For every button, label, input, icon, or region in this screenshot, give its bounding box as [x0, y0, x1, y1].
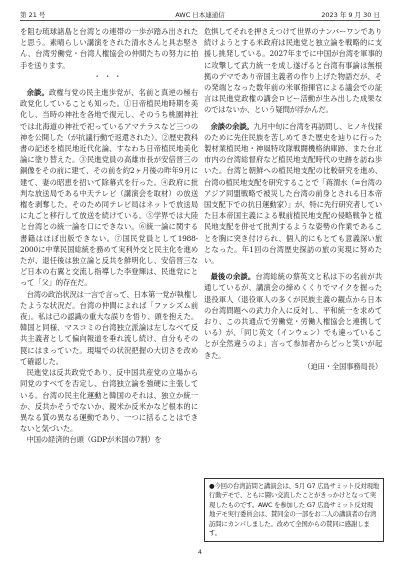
aside-label: 最後の余談。	[210, 272, 256, 282]
paragraph: を阻む琉球諸島と台湾との連帯の一歩が踏み出されたと思う。素晴らしい講演をされた清水さんと具志堅さん、台湾労働党・台湾人権協会の仲間たちの努力に拍手を送ります。	[20, 27, 198, 70]
aside-text: 台湾総統の蔡英文と私は下の名前が共通しているが、講演会の締めくくりでマイクを握った退役軍人（退役軍人の多くが民族主義の観点から日本の台湾問題への武力介入に反対し、平和統一を求めており、この共通点で労働党・労働人権協会と連携している）が、「同じ英文（インウェン）でも違っていることが全然違うのよ」言って参加者からどっと笑いが起きた。	[204, 272, 382, 360]
page-header	[20, 10, 380, 20]
aside-label: 余談の余談。	[210, 121, 254, 131]
issue-number: 第 21 号	[20, 11, 46, 19]
paragraph-aside	[20, 87, 198, 289]
aside-label: 余談。	[26, 88, 49, 98]
left-column	[20, 26, 198, 446]
paragraph-aside-2	[204, 121, 382, 267]
paragraph: 台湾の政治状況は一言で言って、日本第一党が執権したような状況だ。台湾の仲間によれば「ファシズム前夜」。私は己の認識の重大な誤りを悟り、頭を抱えた。韓国と同様、マスコミの台湾独立派論は左しなべて反共主義者として偏向報道を垂れ流し続け、自分もその罠にはまっていた。現場での状況把握の大切さを改めて確認した。	[20, 289, 198, 366]
paragraph-aside-3	[204, 271, 382, 361]
section-separator: ・・・	[93, 71, 125, 81]
newsletter-title: AWC 日本連通信	[175, 11, 225, 19]
paragraph: 危惧してそれを押さえつけて世界のナンバーワンであり続けようとする米政府は民進党と独立論を戦略的に支援し挑発している。2027年までに中国が台湾を軍事的に攻撃して武力統一を成し遂げると台湾有事論は無根拠のデマであり帝国主義者の作り上げた物語だが、その発端となった数年前の米軍指揮官による議会での証言は民進党政権の講会ロビー活動が生み出した成果なのではないか、という疑問が浮かんだ。	[204, 27, 382, 115]
issue-date: 2023 年 9 月 30 日	[321, 11, 380, 19]
paragraph: 民進党は反共政党であり、反中国共産党の立場から同党のすべてを否定し、台湾独立論を強硬に主張している。台湾の民主化運動と韓国のそれは、独立か統一か、反共かそうでないか、親米か反米かなど根本的に異なる質の異なる運動であり、一つに括ることはできないと気づいた。	[20, 368, 198, 434]
page-number: 4	[197, 548, 203, 556]
right-column	[204, 26, 382, 372]
paragraph: 中国の経済的台頭（GDPが米国の7割）を	[26, 435, 162, 445]
aside-text: 九月中旬に台湾を再訪問し、ヒノキ伐採のために先住民族を苦しめてきた歴史を辿りに行った製材業植民地・神風特攻隊戦闘機格納庫跡、また台北市内の台湾総督府など植民地支配時代の史跡を訪ね歩いた。台湾と朝鮮への植民地支配の比較研究を進め、台湾の植民地支配を研究することで「蒋渭水（=台湾のアジア同盟戦略で被災した台湾の前身とされる日本帝国支配下での抗日運動家）」が、特に先行研究者していた日本帝国主義による戦前植民地支配の侵略戦争と植民地支配を併せて批判するような姿勢の作業であることを胸に突き付けられ、個人的にもとても意義深い旅となった。年1回の台湾歴史探訪の旅の実現に努めたい。	[204, 121, 382, 266]
notice-box: ●今回の台湾訪問と講演会は、5月 G7 広島サミット反対現地行動デモで、ともに闘い交流したことがきっかけとなって実現したものです。AWC を参加した G7 広島サミット反対現地デモ実行委員会は、賛同金の一部をお二人の講演者の台湾訪問にカンパしました。改めて全国からの賛同に感謝します。	[204, 478, 384, 542]
author-signature: （迫田・全国事務局長）	[303, 361, 382, 371]
header-divider	[20, 20, 380, 21]
aside-text: 政権与党の民主進歩党が、名前と真逆の極右政党化していることも知った。①日帝植民地時期を美化し、当時の神社を各地で復元し、そのうち桃園神社では北海道の神社で祀っているアマテラスなど三つの神を公開した（が抗議行動で返還された）。②歴史教科書の記述を植民地近代化論、すなわち日帝植民地美化論に塗り替えた。③民進党員の高雄市長が安倍晋三の銅像をその前に建て、その前を約2ヶ月後の昨年9月に建て、妻の昭恵を招いて除幕式を行った。④政府に批判な放送局である中天テレビ（講演会を取材）の放送権を剥奪した。そのため同テレビ局はネットで放送局に丸ごと移行して放送を続けている。⑤学界では大陸と台湾との統一論を口にできない。⑥統一論に関する書籍はほぼ出版できない。⑦国民党員として1988-2000に中華民国総統を務めて実利外交と民主化を進めたが、退任後は独立論と反共を鮮明化し、安倍晋三など日本の右翼と交流し指導した李登輝は、民進党にとって「父」的存在だ。	[20, 88, 198, 288]
